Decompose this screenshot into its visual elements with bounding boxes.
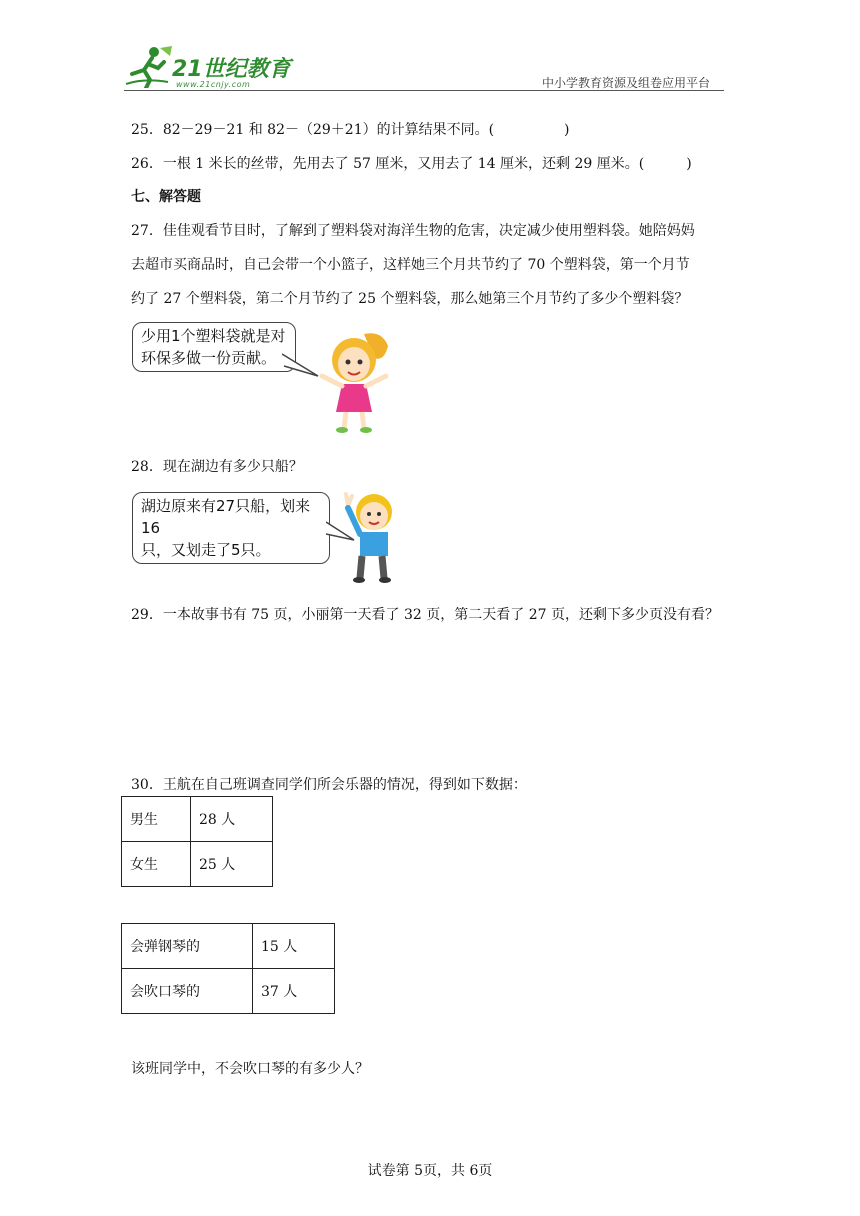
bubble-28-line-2: 只，又划走了5只。: [141, 541, 271, 559]
table-gender-count: [121, 796, 273, 887]
table-row: [122, 924, 335, 969]
runner-logo-icon: [124, 44, 174, 88]
bubble-27-line-2: 环保多做一份贡献。: [141, 349, 277, 367]
table-row: [122, 969, 335, 1014]
logo-url: www.21cnjy.com: [176, 80, 251, 89]
question-30-ask: 该班同学中，不会吹口琴的有多少人？: [131, 1061, 369, 1077]
question-30: 30．王航在自己班调查同学们所会乐器的情况，得到如下数据：: [131, 777, 527, 793]
question-29: 29．一本故事书有 75 页，小丽第一天看了 32 页，第二天看了 27 页，还剩下多少页没有看？: [131, 607, 719, 623]
question-27-line-3: 约了 27 个塑料袋，第二个月节约了 25 个塑料袋，那么她第三个月节约了多少个塑料袋？: [131, 291, 689, 307]
bubble-28-line-1: 湖边原来有27只船，划来16: [141, 497, 311, 537]
table-cell-value: 37 人: [253, 969, 335, 1014]
table-cell-label: 会弹钢琴的: [122, 924, 253, 969]
logo-text: 21世纪教育: [172, 57, 291, 82]
question-28: 28．现在湖边有多少只船？: [131, 459, 303, 475]
header-logo: [124, 44, 294, 92]
table-cell-label: 男生: [122, 797, 191, 842]
question-25: 25．82－29－21 和 82－（29＋21）的计算结果不同。( ): [131, 122, 570, 138]
boy-illustration-icon: [340, 490, 404, 584]
header-divider: [124, 90, 724, 91]
table-cell-value: 15 人: [253, 924, 335, 969]
header-platform-text: 中小学教育资源及组卷应用平台: [542, 76, 711, 90]
bubble-tail-icon: [282, 350, 322, 380]
table-cell-label: 会吹口琴的: [122, 969, 253, 1014]
table-cell-value: 28 人: [191, 797, 273, 842]
table-row: [122, 797, 273, 842]
table-cell-value: 25 人: [191, 842, 273, 887]
question-27-line-1: 27．佳佳观看节目时，了解到了塑料袋对海洋生物的危害，决定减少使用塑料袋。她陪妈妈: [131, 223, 695, 239]
speech-bubble-28: [132, 492, 330, 564]
table-instrument-count: [121, 923, 335, 1014]
bubble-27-line-1: 少用1个塑料袋就是对: [141, 327, 286, 345]
speech-bubble-27: [132, 322, 296, 372]
table-row: [122, 842, 273, 887]
table-cell-label: 女生: [122, 842, 191, 887]
question-26: 26．一根 1 米长的丝带，先用去了 57 厘米，又用去了 14 厘米，还剩 29 厘米。( ): [131, 156, 692, 172]
girl-illustration-icon: [318, 328, 392, 436]
section-title-7: 七、解答题: [131, 189, 201, 205]
page-footer: 试卷第 5页，共 6页: [367, 1163, 493, 1179]
question-27-line-2: 去超市买商品时，自己会带一个小篮子，这样她三个月共节约了 70 个塑料袋，第一个月节: [131, 257, 690, 273]
